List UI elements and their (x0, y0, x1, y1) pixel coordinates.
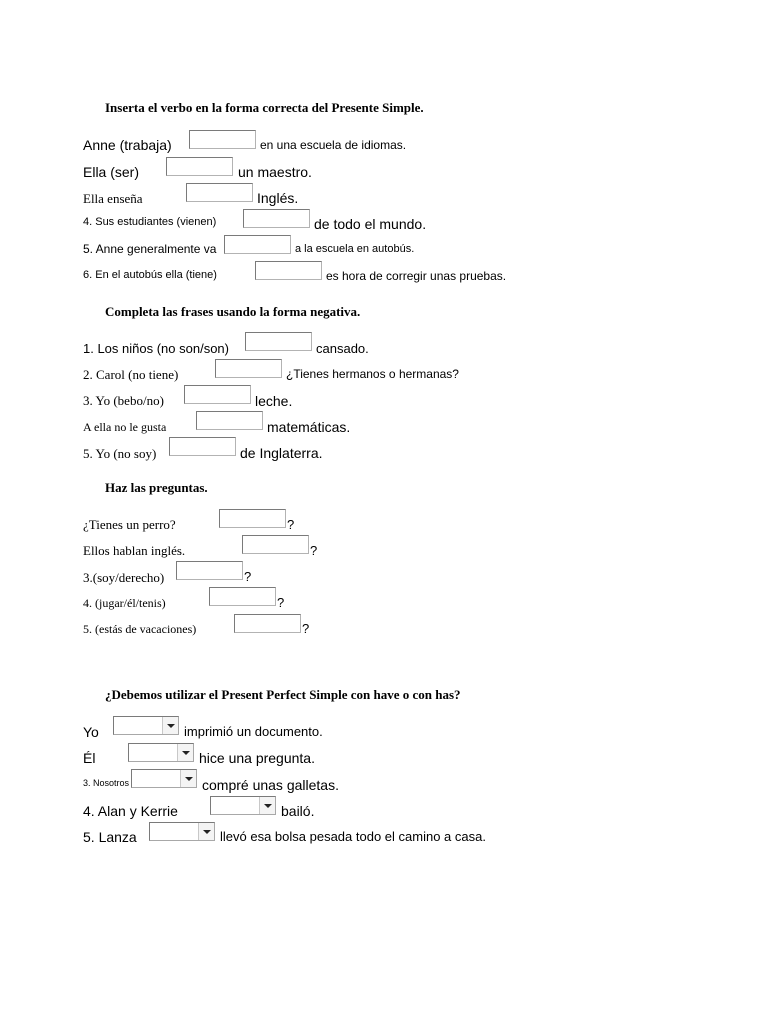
s2-item4-prompt: A ella no le gusta (83, 420, 167, 434)
s2-item2-rest: ¿Tienes hermanos o hermanas? (286, 367, 459, 381)
s1-item1-answer-input[interactable] (189, 130, 256, 149)
s1-item1-rest: en una escuela de idiomas. (260, 138, 407, 152)
s4-item3-have-has-select[interactable] (131, 769, 197, 788)
chevron-down-icon[interactable] (162, 717, 178, 734)
s1-item2-answer-input[interactable] (166, 157, 233, 176)
s4-item1-prompt: Yo (83, 724, 99, 740)
s4-item4-prompt: 4. Alan y Kerrie (83, 803, 178, 819)
section2-title: Completa las frases usando la forma negativa. (105, 304, 361, 319)
section3-title: Haz las preguntas. (105, 480, 208, 495)
s3-item5-answer-input[interactable] (234, 614, 301, 633)
s3-item3-prompt: 3.(soy/derecho) (83, 570, 165, 585)
s1-item5-prompt: 5. Anne generalmente va (83, 242, 217, 256)
s4-item1-rest: imprimió un documento. (184, 724, 323, 739)
s1-item3-prompt: Ella enseña (83, 191, 143, 206)
s3-item4-rest: ? (277, 595, 285, 610)
s3-item1-prompt: ¿Tienes un perro? (83, 517, 176, 532)
s1-item6-prompt: 6. En el autobús ella (tiene) (83, 269, 217, 281)
chevron-down-icon[interactable] (198, 823, 214, 840)
s3-item2-rest: ? (310, 543, 318, 558)
s4-item4-have-has-select[interactable] (210, 796, 276, 815)
s4-item5-prompt: 5. Lanza (83, 829, 137, 845)
s3-item1-rest: ? (287, 517, 295, 532)
s2-item3-answer-input[interactable] (184, 385, 251, 404)
section1-title: Inserta el verbo en la forma correcta del Presente Simple. (105, 100, 424, 115)
s4-item3-prompt: 3. Nosotros (83, 778, 130, 788)
s3-item2-answer-input[interactable] (242, 535, 309, 554)
s1-item4-rest: de todo el mundo. (314, 216, 427, 232)
s2-item4-answer-input[interactable] (196, 411, 263, 430)
s3-item1-answer-input[interactable] (219, 509, 286, 528)
s1-item6-answer-input[interactable] (255, 261, 322, 280)
s1-item5-rest: a la escuela en autobús. (295, 243, 415, 255)
s4-item2-have-has-select[interactable] (128, 743, 194, 762)
s2-item1-answer-input[interactable] (245, 332, 312, 351)
s3-item4-prompt: 4. (jugar/él/tenis) (83, 596, 166, 610)
s1-item2-prompt: Ella (ser) (83, 164, 140, 180)
s4-item3-rest: compré unas galletas. (202, 777, 339, 793)
s4-item5-rest: llevó esa bolsa pesada todo el camino a casa. (220, 829, 486, 844)
s4-item2-prompt: Él (83, 750, 96, 766)
s1-item2-rest: un maestro. (238, 164, 312, 180)
s3-item4-answer-input[interactable] (209, 587, 276, 606)
s1-item1-prompt: Anne (trabaja) (83, 137, 172, 153)
chevron-down-icon[interactable] (180, 770, 196, 787)
s4-item5-have-has-select[interactable] (149, 822, 215, 841)
s3-item2-prompt: Ellos hablan inglés. (83, 543, 186, 558)
s1-item6-rest: es hora de corregir unas pruebas. (326, 269, 507, 283)
chevron-down-icon[interactable] (259, 797, 275, 814)
s2-item4-rest: matemáticas. (267, 419, 351, 435)
s1-item3-answer-input[interactable] (186, 183, 253, 202)
s2-item3-rest: leche. (255, 393, 293, 409)
s3-item3-rest: ? (244, 569, 252, 584)
s2-item1-rest: cansado. (316, 341, 369, 356)
s2-item5-answer-input[interactable] (169, 437, 236, 456)
s4-item2-rest: hice una pregunta. (199, 750, 315, 766)
s2-item1-prompt: 1. Los niños (no son/son) (83, 341, 229, 356)
chevron-down-icon[interactable] (177, 744, 193, 761)
s1-item3-rest: Inglés. (257, 190, 299, 206)
s2-item5-prompt: 5. Yo (no soy) (83, 446, 157, 461)
s3-item5-prompt: 5. (estás de vacaciones) (83, 622, 197, 636)
s2-item2-answer-input[interactable] (215, 359, 282, 378)
s2-item2-prompt: 2. Carol (no tiene) (83, 367, 179, 382)
s3-item5-rest: ? (302, 621, 310, 636)
section4-title: ¿Debemos utilizar el Present Perfect Simple con have o con has? (105, 687, 461, 702)
s1-item5-answer-input[interactable] (224, 235, 291, 254)
s4-item4-rest: bailó. (281, 803, 315, 819)
s1-item4-prompt: 4. Sus estudiantes (vienen) (83, 216, 217, 228)
s2-item3-prompt: 3. Yo (bebo/no) (83, 393, 164, 408)
s2-item5-rest: de Inglaterra. (240, 445, 323, 461)
s1-item4-answer-input[interactable] (243, 209, 310, 228)
s3-item3-answer-input[interactable] (176, 561, 243, 580)
s4-item1-have-has-select[interactable] (113, 716, 179, 735)
